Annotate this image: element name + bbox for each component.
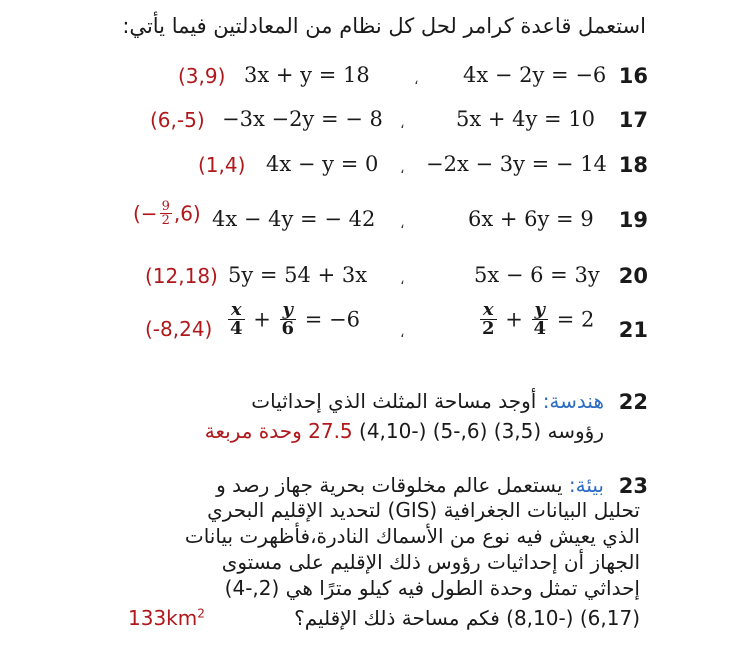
- problem-23-line-3: الذي يعيش فيه نوع من الأسماك النادرة،فأظهرت بيانات: [184, 524, 640, 548]
- problem-23-line-5: إحداثي تمثل وحدة الطول فيه كيلو مترًا هي (2,-4): [224, 576, 640, 600]
- problem-22-answer: 27.5 وحدة مربعة: [204, 419, 353, 443]
- fraction-y-over-4: $\frac{y}{4}$: [533, 299, 547, 339]
- problem-23-line-2: تحليل البيانات الجغرافية (GIS) لتحديد الإقليم البحري: [207, 498, 640, 522]
- problem-20-eq-right: 5x − 6 = 3y: [474, 263, 600, 287]
- problem-21-eq-right: $\frac{x}{2}$ + $\frac{y}{4}$ = 2: [482, 299, 595, 339]
- problem-16-eq-left: 3x + y = 18: [244, 63, 370, 87]
- problem-19-eq-right: 6x + 6y = 9: [468, 207, 594, 231]
- problem-16-number: 16: [618, 64, 648, 88]
- problem-20-number: 20: [618, 264, 648, 288]
- problem-17-answer: (6,-5): [150, 108, 205, 132]
- problem-18-answer: (1,4): [198, 153, 246, 177]
- instruction-text: استعمل قاعدة كرامر لحل كل نظام من المعادلتين فيما يأتي:: [122, 14, 646, 38]
- problem-22-line-1: [251, 389, 604, 413]
- problem-19-number: 19: [618, 208, 648, 232]
- problem-23-number: 23: [618, 474, 648, 498]
- problem-19-answer-fraction: [160, 200, 172, 227]
- problem-22-text: أوجد مساحة المثلث الذي إحداثيات: [251, 389, 537, 413]
- fraction-denominator: 2: [161, 213, 170, 228]
- problem-17-separator: ،: [400, 116, 405, 132]
- problem-18-separator: ،: [400, 161, 405, 177]
- problem-16-answer: (3,9): [178, 64, 226, 88]
- problem-22-label: هندسة:: [542, 389, 604, 413]
- problem-19-answer-prefix: (−: [133, 201, 158, 226]
- problem-20-eq-left: 5y = 54 + 3x: [228, 263, 368, 287]
- problem-16-eq-right: 4x − 2y = −6: [463, 63, 607, 87]
- problem-17-eq-right: 5x + 4y = 10: [456, 107, 596, 131]
- problem-19-answer: [133, 200, 201, 227]
- fraction-x-over-2: $\frac{x}{2}$: [482, 299, 495, 339]
- problem-22-line-2: [205, 419, 604, 443]
- problem-23-line-4: الجهاز أن إحداثيات رؤوس ذلك الإقليم على مستوى: [221, 550, 640, 574]
- problem-23-line-6: (6,17) (-8,10) فكم مساحة ذلك الإقليم؟: [294, 606, 640, 630]
- problem-20-separator: ،: [400, 272, 405, 288]
- problem-20-answer: (12,18): [145, 264, 218, 288]
- problem-17-eq-left: −3x −2y = − 8: [222, 107, 383, 131]
- problem-23-answer: $133km^2$: [128, 606, 205, 630]
- problem-21-number: 21: [618, 318, 648, 342]
- problem-17-number: 17: [618, 108, 648, 132]
- problem-21-eq-left: $\frac{x}{4}$ + $\frac{y}{6}$ = −6: [230, 299, 360, 339]
- problem-18-eq-left: 4x − y = 0: [266, 152, 379, 176]
- fraction-numerator: 9: [161, 199, 170, 214]
- fraction-y-over-6: $\frac{y}{6}$: [281, 299, 295, 339]
- problem-23-label: بيئة:: [568, 473, 604, 497]
- problem-23-line-1: [216, 473, 604, 497]
- problem-23-text-1: يستعمل عالم مخلوقات بحرية جهاز رصد و: [216, 473, 563, 497]
- problem-16-separator: ،: [414, 72, 419, 88]
- problem-21-separator: ،: [400, 325, 405, 341]
- fraction-x-over-4: $\frac{x}{4}$: [230, 299, 243, 339]
- problem-21-answer: (-8,24): [145, 317, 213, 341]
- problem-19-eq-left: 4x − 4y = − 42: [212, 207, 376, 231]
- problem-19-answer-suffix: ,6): [173, 201, 201, 226]
- problem-19-separator: ،: [400, 216, 405, 232]
- problem-22-number: 22: [618, 390, 648, 414]
- problem-22-vertices: رؤوسه (3,5) (6,-5) (-4,10): [359, 419, 604, 443]
- problem-18-number: 18: [618, 153, 648, 177]
- problem-18-eq-right: −2x − 3y = − 14: [426, 152, 607, 176]
